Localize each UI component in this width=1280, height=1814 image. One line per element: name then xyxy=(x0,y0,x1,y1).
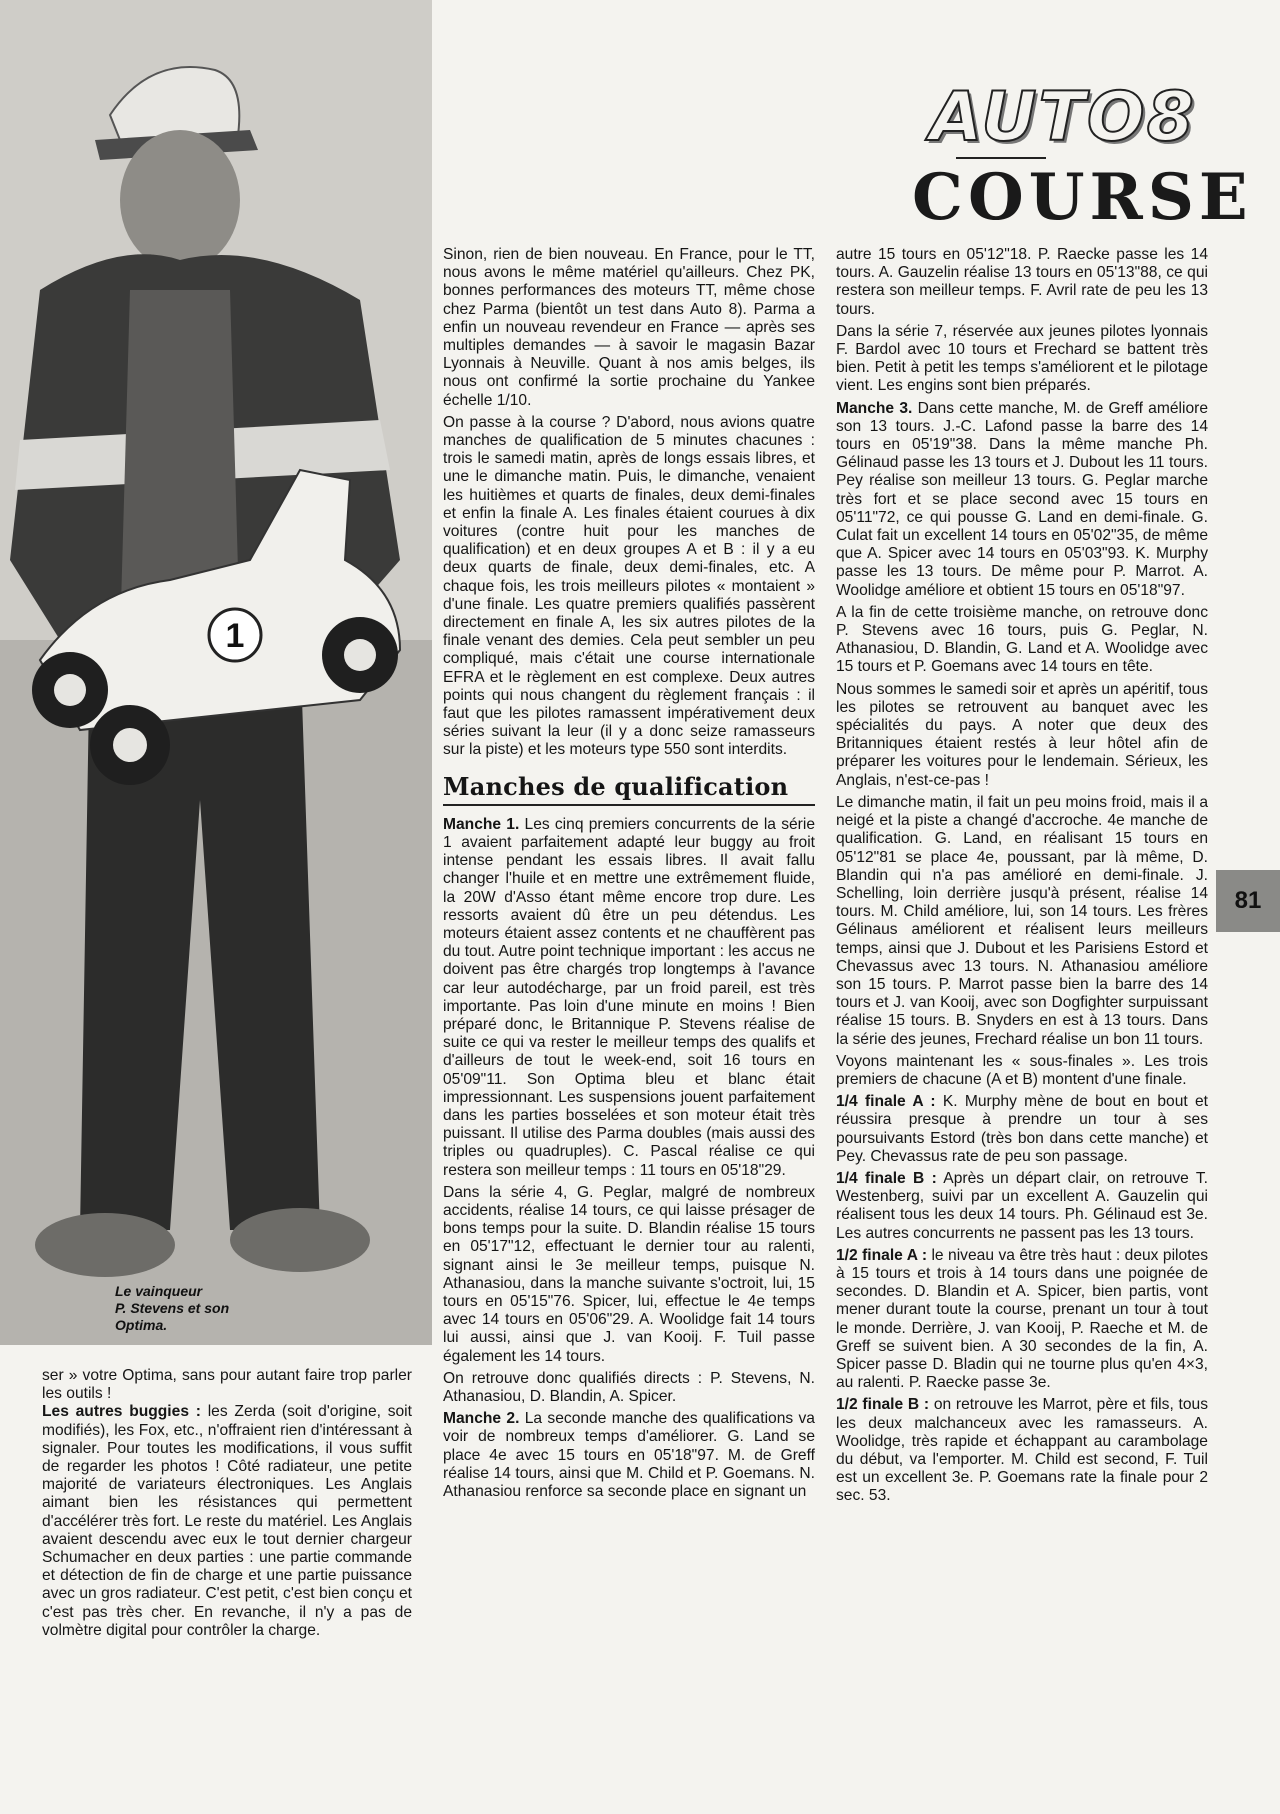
section-heading: Manches de qualification xyxy=(443,772,815,806)
paragraph-body: le niveau va être très haut : deux pilotes à 15 tours et trois à 14 tours dans une poignée de secondes. D. Blandin et A. Spicer, bien partis, vont mener durant toute la course, prenant un tour à tout le monde. Derrière, J. van Kooij, P. Raeche et M. de Greff se suivent bien. A 30 secondes de la fin, A. Spicer passe D. Bladin qui ne tourne plus qu'en 4×3, au ralenti. P. Raecke passe 3e. xyxy=(836,1246,1208,1392)
paragraph-lead: Manche 2. xyxy=(443,1410,520,1428)
paragraph xyxy=(836,400,1208,600)
paragraph-body: Les cinq premiers concurrents de la série 1 avaient parfaitement adapté leur buggy au froit intense pendant les essais libres. Il avait fallu changer l'huile et en mettre une extrêmement fluide, la 20W d'Asso étant même encore trop dure. Les ressorts avaient dû être un peu détendus. Les moteurs étaient assez contents et ne chauffèrent pas du tout. Autre point technique important : les accus ne doivent pas être chargés trop longtemps à l'avance car leur autodécharge, par un froid pareil, est très importante. Pas loin d'une minute en moins ! Bien préparé donc, le Britannique P. Stevens réalise de suite ce qui va rester le meilleur temps des qualifs et d'ailleurs de tout le week-end, soit 16 tours en 05'09"11. Son Optima bleu et blanc était impressionnant. Les suspensions jouent parfaitement dans les parties bosselées et son moteur était très puissant. Il utilise des Parma doubles (mais aussi des triples ou quadruples). C. Pascal réalise ce qui restera son meilleur temps : 11 tours en 05'18"29. xyxy=(443,815,815,1179)
paragraph: Voyons maintenant les « sous-finales ». Les trois premiers de chacune (A et B) montent d'une finale. xyxy=(836,1052,1208,1088)
auto8-logo xyxy=(929,78,1196,158)
paragraph: Dans la série 7, réservée aux jeunes pilotes lyonnais F. Bardol avec 10 tours et Frechard se battent très bien. Petit à petit les temps s'améliorent et le pilotage vient. Les engins sont bien préparés. xyxy=(836,322,1208,395)
caption-line-1: Le vainqueur xyxy=(115,1283,203,1299)
paragraph xyxy=(836,1247,1208,1393)
paragraph xyxy=(836,1093,1208,1166)
paragraph: Le dimanche matin, il fait un peu moins froid, mais il a neigé et la piste a changé d'accroche. 4e manche de qualification. G. Land, en réalisant 15 tours en 05'12"81 se place 4e, poussant, par là même, D. Blandin qui n'a pas amélioré en demi-finale. J. Schelling, loin derrière jusqu'à présent, réalise 14 tours. M. Child améliore, lui, son 14 tours. Les frères Gélinaus améliorent et réalisent leurs meilleurs temps, ainsi que J. Dubout et les Parisiens Estord et Chevassus avec 13 tours. N. Athanasiou améliore son 15 tours. P. Marrot passe bien la barre des 14 tours et J. van Kooij, avec son Dogfighter surpuissant réalise 15 tours. B. Snyders en est à 13 tours. Dans la série des jeunes, Frechard réalise un bon 11 tours. xyxy=(836,793,1208,1048)
section-title: COURSE xyxy=(912,160,1253,235)
page-number-tab xyxy=(1216,870,1280,932)
paragraph-body: les Zerda (soit d'origine, soit modifiés), les Fox, etc., n'offraient rien d'intéressant à signaler. Pour toutes les modifications, il vous suffit de regarder les photos ! Côté radiateur, une petite majorité de variateurs électroniques. Les Anglais aimant bien les résistances qui permettent d'accélérer très fort. Le reste du matériel. Les Anglais avaient descendu avec eux le tout dernier chargeur Schumacher en deux parties : une partie commande et détection de fin de charge et une partie puissance avec un gros radiateur. C'est petit, c'est bien conçu et c'est pas très cher. En revanche, il n'y a pas de volmètre digital pour contrôler la charge. xyxy=(42,1403,412,1639)
paragraph-body: K. Murphy mène de bout en bout et réussira presque à prendre un tour à ses poursuivants Estord (très bon dans cette manche) et Pey. Chevassus rate de peu son passage. xyxy=(836,1093,1209,1165)
text-column-1 xyxy=(443,246,815,1505)
page-number: 81 xyxy=(1234,887,1262,914)
paragraph-lead: 1/2 finale A : xyxy=(836,1246,928,1264)
text-column-0 xyxy=(42,1367,412,1640)
caption-line-2: P. Stevens et son xyxy=(115,1300,230,1316)
caption-line-3: Optima. xyxy=(115,1317,168,1333)
paragraph xyxy=(836,1396,1208,1505)
paragraph-body: on retrouve les Marrot, père et fils, tous les deux malchanceux avec les ramasseurs. A. Woolidge, très rapide et échappant au carambolage du début, va l'emporter. M. Child est second, F. Tuil est un excellent 3e. P. Goemans rate la finale pour 2 sec. 53. xyxy=(836,1396,1208,1505)
paragraph-lead: Manche 3. xyxy=(836,399,913,417)
photo-caption xyxy=(115,1283,255,1334)
paragraph-lead: Manche 1. xyxy=(443,815,520,833)
paragraph xyxy=(443,1410,815,1501)
paragraph-lead: 1/2 finale B : xyxy=(836,1396,930,1414)
paragraph xyxy=(836,1170,1208,1243)
winner-photo xyxy=(0,0,432,1345)
paragraph-body: Après un départ clair, on retrouve T. Westenberg, suivi par un excellent A. Gauzelin qui réalisent tous les deux 14 tours. Ph. Gélinaud est 3e. Les autres concurrents ne passent pas les 13 tours. xyxy=(836,1169,1208,1242)
text-column-2 xyxy=(836,246,1208,1510)
auto8-logo-text: AUTO8 xyxy=(929,78,1196,157)
paragraph-lead: 1/4 finale A : xyxy=(836,1093,936,1111)
paragraph xyxy=(42,1403,412,1640)
paragraph-lead: Les autres buggies : xyxy=(42,1403,201,1421)
paragraph: On passe à la course ? D'abord, nous avions quatre manches de qualification de 5 minutes chacunes : trois le samedi matin, après de longs essais libres, et une le dimanche matin. Puis, le dimanche, venaient les huitièmes et quarts de finales, deux demi-finales et enfin la finale A. Les finales étaient courues à dix voitures (contre huit pour les manches de qualification) et en deux groupes A et B : il y a eu deux quarts de finale, deux demi-finales, etc. A chaque fois, les trois meilleurs pilotes « montaient » d'une finale. Les quatre premiers qualifiés passèrent directement en finale A, les six autres pilotes de la finale venant des demies. Cela peut sembler un peu compliqué, mais c'était une course internationale EFRA et le règlement en est complexe. Deux autres points qui nous changent du règlement français : il faut que les pilotes ramassent impérativement deux séries suivant la leur (il y a donc seize ramasseurs sur la piste) et les moteurs type 550 sont interdits. xyxy=(443,413,815,759)
car-number: 1 xyxy=(225,617,245,655)
paragraph-lead: 1/4 finale B : xyxy=(836,1169,937,1187)
paragraph: autre 15 tours en 05'12"18. P. Raecke passe les 14 tours. A. Gauzelin réalise 13 tours en 05'13"88, ce qui restera son meilleur temps. F. Avril rate de peu les 13 tours. xyxy=(836,246,1208,318)
paragraph-body: Dans cette manche, M. de Greff améliore son 13 tours. J.-C. Lafond passe la barre des 14 tours en 05'19"38. Dans la même manche Ph. Gélinaud passe les 13 tours et J. Dubout les 11 tours. Pey réalise son meilleur 13 tours. G. Peglar marche très fort et se place second avec 15 tours en 05'11"72, ce qui pousse G. Land en demi-finale. G. Culat fait un excellent 14 tours en 05'02"35, de même que A. Spicer avec 14 tours en 05'03"93. K. Murphy passe les 13 tours. De même pour P. Marrot. A. Woolidge améliore et obtient 15 tours en 05'18"97. xyxy=(836,399,1208,599)
paragraph: ser » votre Optima, sans pour autant faire trop parler les outils ! xyxy=(42,1367,412,1403)
paragraph: Dans la série 4, G. Peglar, malgré de nombreux accidents, réalise 14 tours, ce qui laisse présager de bons temps pour la suite. D. Blandin réalise 15 tours en 05'17"12, effectuant le dernier tour au ralenti, signant ainsi le 3e meilleur temps, puisque N. Athanasiou, dans la manche suivante s'octroit, lui, 15 tours en 05'15"76. Spicer, lui, effectue le 4e temps avec 14 tours en 05'06"29. A. Woolidge fait 14 tours lui aussi, ainsi que J. van Kooij. F. Tuil passe également les 14 tours. xyxy=(443,1183,815,1365)
paragraph xyxy=(443,816,815,1180)
paragraph: Nous sommes le samedi soir et après un apéritif, tous les pilotes se retrouvent au banquet avec les spécialités du pays. A noter que deux des Britanniques étaient restés à leur hôtel afin de préparer les voitures pour le lendemain. Sérieux, les Anglais, n'est-ce-pas ! xyxy=(836,680,1208,789)
paragraph: A la fin de cette troisième manche, on retrouve donc P. Stevens avec 16 tours, puis G. Peglar, N. Athanasiou, D. Blandin, G. Land et A. Woolidge avec 15 tours et P. Goemans avec 14 tours en tête. xyxy=(836,603,1208,676)
paragraph-body: La seconde manche des qualifications va voir de nombreux temps d'améliorer. G. Land se place 4e avec 15 tours en 05'18"97. M. de Greff réalise 14 tours, ainsi que M. Child et P. Goemans. N. Athanasiou renforce sa seconde place en signant un xyxy=(443,1410,815,1500)
photo-illustration xyxy=(0,0,432,1345)
paragraph: On retrouve donc qualifiés directs : P. Stevens, N. Athanasiou, D. Blandin, A. Spicer. xyxy=(443,1369,815,1405)
paragraph: Sinon, rien de bien nouveau. En France, pour le TT, nous avons le même matériel qu'ailleurs. Chez PK, bonnes performances des moteurs TT, même chose chez Parma (bientôt un test dans Auto 8). Parma a enfin un nouveau revendeur en France — après ses multiples demandes — à savoir le magasin Bazar Lyonnais à Neuville. Quant à nos amis belges, ils nous ont confirmé la sortie prochaine du Yankee échelle 1/10. xyxy=(443,246,815,409)
